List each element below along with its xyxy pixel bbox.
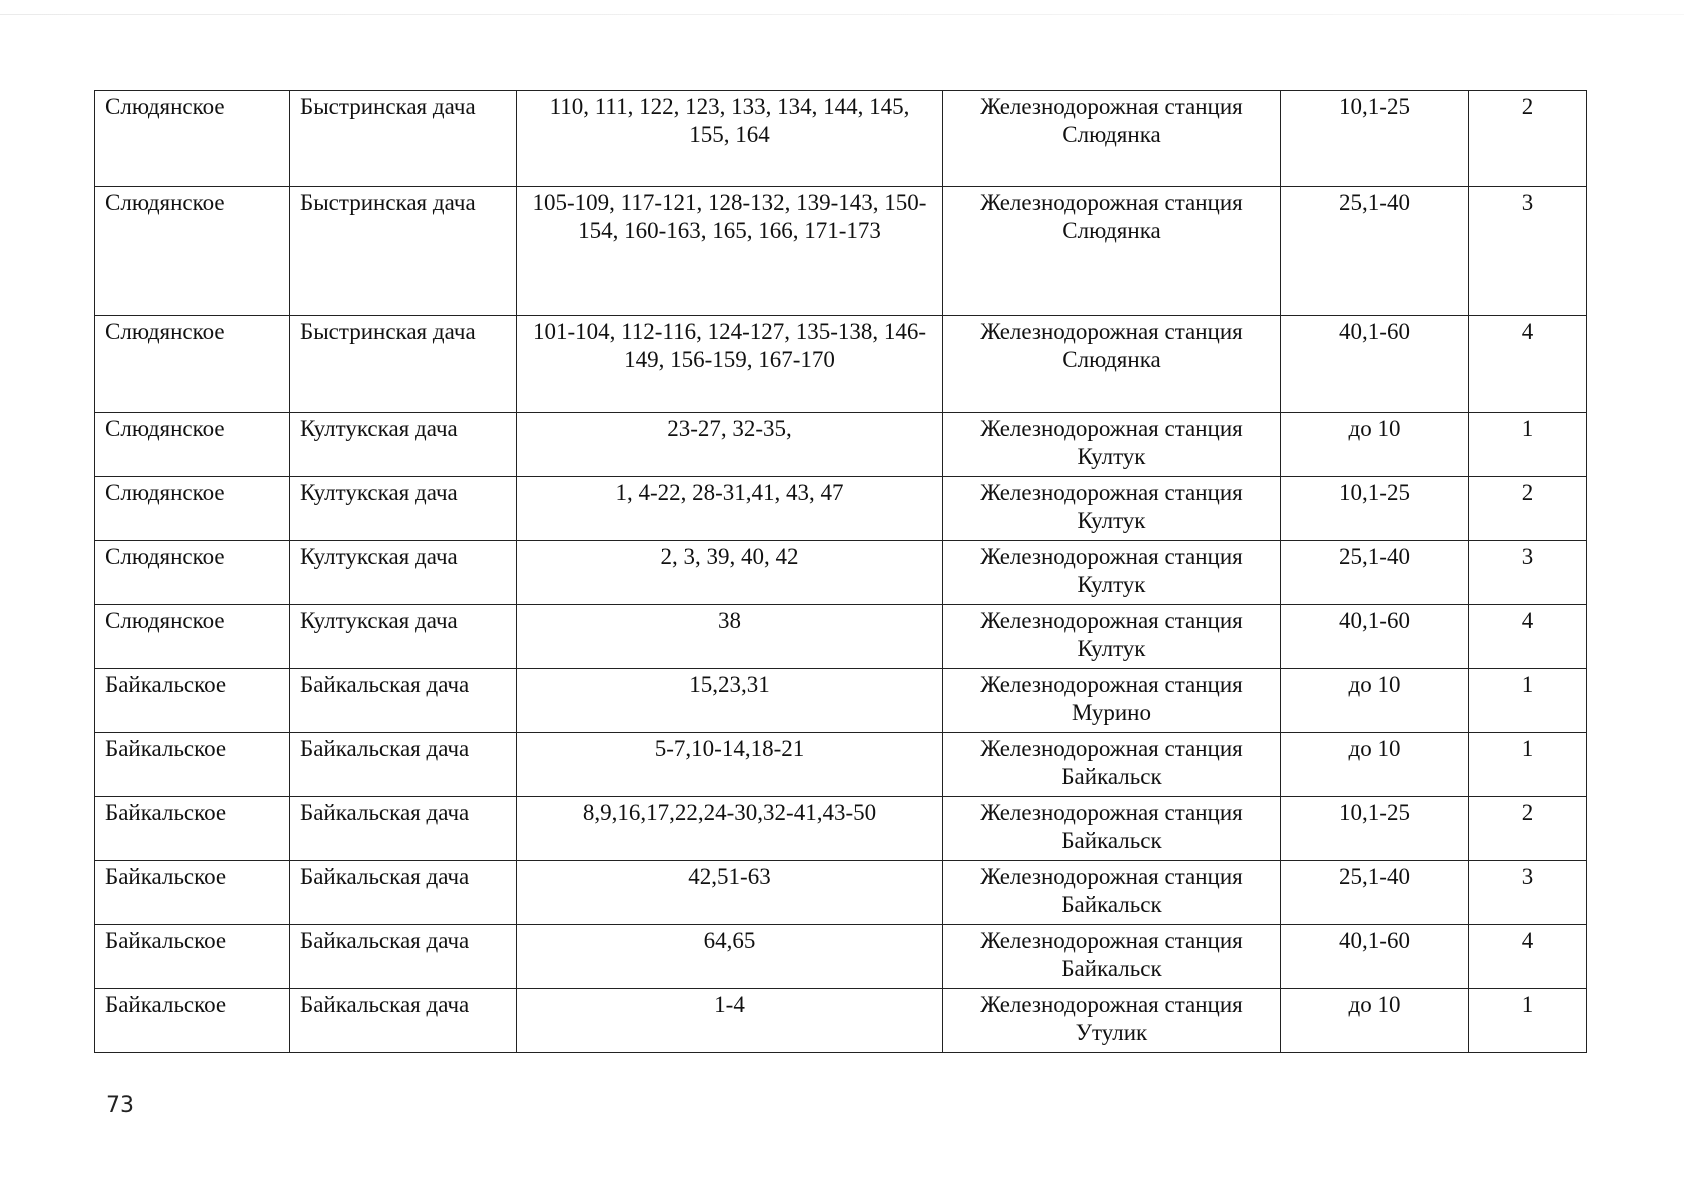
- station-cell: Железнодорожная станция Байкальск: [943, 861, 1281, 925]
- distance-cell: 10,1-25: [1281, 477, 1469, 541]
- distance-cell: 10,1-25: [1281, 91, 1469, 187]
- forestry-cell: Слюдянское: [95, 316, 290, 413]
- table-body: [95, 91, 1587, 1053]
- zone-cell: 2: [1469, 797, 1587, 861]
- station-cell: Железнодорожная станция Култук: [943, 541, 1281, 605]
- station-cell: Железнодорожная станция Слюдянка: [943, 316, 1281, 413]
- dacha-cell: Байкальская дача: [290, 861, 517, 925]
- table-row: [95, 91, 1587, 187]
- zone-cell: 1: [1469, 413, 1587, 477]
- forestry-cell: Байкальское: [95, 733, 290, 797]
- zone-cell: 2: [1469, 477, 1587, 541]
- quarters-cell: 64,65: [517, 925, 943, 989]
- zone-cell: 1: [1469, 733, 1587, 797]
- quarters-cell: 8,9,16,17,22,24-30,32-41,43-50: [517, 797, 943, 861]
- dacha-cell: Култукская дача: [290, 413, 517, 477]
- distance-cell: 40,1-60: [1281, 925, 1469, 989]
- table-row: [95, 861, 1587, 925]
- zone-cell: 3: [1469, 541, 1587, 605]
- forestry-cell: Слюдянское: [95, 413, 290, 477]
- station-cell: Железнодорожная станция Утулик: [943, 989, 1281, 1053]
- forestry-cell: Байкальское: [95, 669, 290, 733]
- distance-cell: 25,1-40: [1281, 187, 1469, 316]
- distance-cell: 40,1-60: [1281, 316, 1469, 413]
- forestry-cell: Байкальское: [95, 925, 290, 989]
- table-row: [95, 605, 1587, 669]
- quarters-cell: 1-4: [517, 989, 943, 1053]
- quarters-cell: 2, 3, 39, 40, 42: [517, 541, 943, 605]
- zone-cell: 4: [1469, 316, 1587, 413]
- zone-cell: 3: [1469, 187, 1587, 316]
- quarters-cell: 15,23,31: [517, 669, 943, 733]
- forestry-cell: Слюдянское: [95, 605, 290, 669]
- dacha-cell: Култукская дача: [290, 541, 517, 605]
- dacha-cell: Байкальская дача: [290, 733, 517, 797]
- table-row: [95, 669, 1587, 733]
- station-cell: Железнодорожная станция Мурино: [943, 669, 1281, 733]
- zone-cell: 4: [1469, 605, 1587, 669]
- dacha-cell: Култукская дача: [290, 605, 517, 669]
- table-row: [95, 477, 1587, 541]
- dacha-cell: Быстринская дача: [290, 187, 517, 316]
- station-cell: Железнодорожная станция Байкальск: [943, 733, 1281, 797]
- quarters-cell: 101-104, 112-116, 124-127, 135-138, 146-149, 156-159, 167-170: [517, 316, 943, 413]
- distance-cell: до 10: [1281, 733, 1469, 797]
- forestry-cell: Слюдянское: [95, 477, 290, 541]
- table-row: [95, 316, 1587, 413]
- page-top-edge: [0, 14, 1684, 15]
- dacha-cell: Байкальская дача: [290, 669, 517, 733]
- station-cell: Железнодорожная станция Слюдянка: [943, 91, 1281, 187]
- quarters-cell: 42,51-63: [517, 861, 943, 925]
- distance-cell: 25,1-40: [1281, 861, 1469, 925]
- table-row: [95, 989, 1587, 1053]
- quarters-cell: 23-27, 32-35,: [517, 413, 943, 477]
- forest-district-table: [94, 90, 1587, 1053]
- page-number: 73: [106, 1093, 134, 1118]
- station-cell: Железнодорожная станция Байкальск: [943, 797, 1281, 861]
- distance-cell: до 10: [1281, 413, 1469, 477]
- station-cell: Железнодорожная станция Култук: [943, 413, 1281, 477]
- distance-cell: до 10: [1281, 989, 1469, 1053]
- table-row: [95, 541, 1587, 605]
- zone-cell: 1: [1469, 669, 1587, 733]
- forestry-cell: Слюдянское: [95, 91, 290, 187]
- forestry-cell: Слюдянское: [95, 541, 290, 605]
- distance-cell: 10,1-25: [1281, 797, 1469, 861]
- table-row: [95, 413, 1587, 477]
- distance-cell: до 10: [1281, 669, 1469, 733]
- dacha-cell: Быстринская дача: [290, 91, 517, 187]
- zone-cell: 1: [1469, 989, 1587, 1053]
- quarters-cell: 5-7,10-14,18-21: [517, 733, 943, 797]
- station-cell: Железнодорожная станция Слюдянка: [943, 187, 1281, 316]
- dacha-cell: Байкальская дача: [290, 925, 517, 989]
- zone-cell: 3: [1469, 861, 1587, 925]
- table-row: [95, 733, 1587, 797]
- dacha-cell: Байкальская дача: [290, 989, 517, 1053]
- dacha-cell: Быстринская дача: [290, 316, 517, 413]
- station-cell: Железнодорожная станция Байкальск: [943, 925, 1281, 989]
- dacha-cell: Байкальская дача: [290, 797, 517, 861]
- table-row: [95, 187, 1587, 316]
- forestry-cell: Байкальское: [95, 797, 290, 861]
- distance-cell: 40,1-60: [1281, 605, 1469, 669]
- distance-cell: 25,1-40: [1281, 541, 1469, 605]
- dacha-cell: Култукская дача: [290, 477, 517, 541]
- quarters-cell: 110, 111, 122, 123, 133, 134, 144, 145, 155, 164: [517, 91, 943, 187]
- zone-cell: 2: [1469, 91, 1587, 187]
- quarters-cell: 1, 4-22, 28-31,41, 43, 47: [517, 477, 943, 541]
- table-row: [95, 797, 1587, 861]
- zone-cell: 4: [1469, 925, 1587, 989]
- quarters-cell: 38: [517, 605, 943, 669]
- table-row: [95, 925, 1587, 989]
- station-cell: Железнодорожная станция Култук: [943, 605, 1281, 669]
- forestry-cell: Байкальское: [95, 861, 290, 925]
- forestry-cell: Байкальское: [95, 989, 290, 1053]
- forestry-cell: Слюдянское: [95, 187, 290, 316]
- quarters-cell: 105-109, 117-121, 128-132, 139-143, 150-154, 160-163, 165, 166, 171-173: [517, 187, 943, 316]
- station-cell: Железнодорожная станция Култук: [943, 477, 1281, 541]
